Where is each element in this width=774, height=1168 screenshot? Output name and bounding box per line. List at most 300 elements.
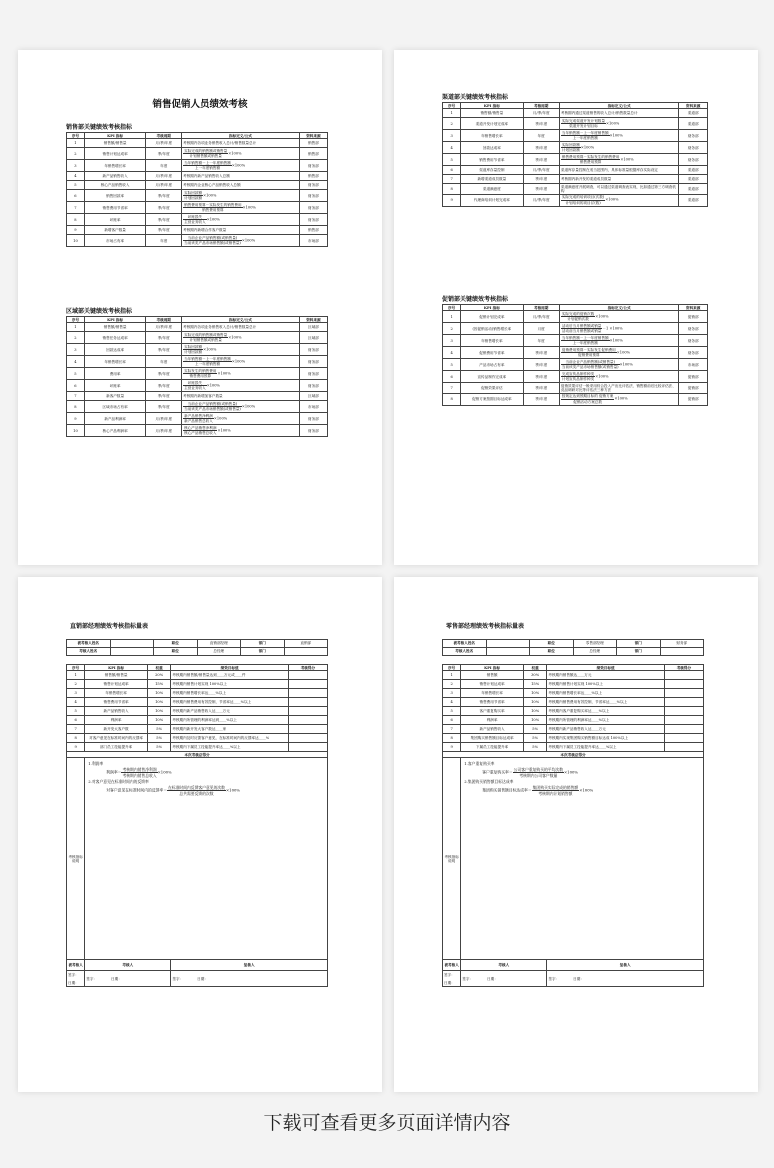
row-number: 7 <box>67 202 85 214</box>
kpi-name: 费用率 <box>84 368 145 380</box>
section-title: 区域部关键绩效考核指标 <box>66 308 133 315</box>
score-cell <box>288 725 327 734</box>
column-header: 考核周期 <box>523 103 559 109</box>
table-row <box>443 166 708 175</box>
row-number: 4 <box>443 142 461 154</box>
target-value: 考核期内销售费用有效控制，节省率达____%以上 <box>171 698 288 707</box>
data-source: 销售部 <box>299 139 327 148</box>
kpi-name: 新开发大客户数 <box>85 725 148 734</box>
kpi-definition <box>182 148 300 160</box>
score-cell <box>288 707 327 716</box>
row-number: 9 <box>67 743 85 752</box>
table-row <box>67 323 328 332</box>
score-cell <box>664 707 703 716</box>
signature-label: 签字： <box>68 972 79 977</box>
formula-denominator: 计划培训的项目(次数) <box>565 200 601 205</box>
formula-denominator: 核心产品销售总收入 <box>184 431 217 436</box>
review-period: 季/年度 <box>523 118 559 130</box>
field-label: 部门 <box>617 648 661 656</box>
column-header: 考核周期 <box>523 305 559 311</box>
formula-suffix: ×100% <box>228 151 242 156</box>
field-label: 部门 <box>241 640 285 648</box>
review-period: 季/年度 <box>146 202 182 214</box>
signature-cell <box>547 971 704 987</box>
signature-cell <box>443 971 461 987</box>
formula-suffix: ×100% <box>217 428 231 433</box>
formula-suffix: ×100% <box>595 374 609 379</box>
explain-label: 考核指标说明 <box>443 758 461 960</box>
data-source: 财务部 <box>299 181 327 190</box>
row-number: 7 <box>443 175 461 184</box>
data-source: 财务部 <box>299 413 327 425</box>
column-header: KPI 指标 <box>461 665 524 671</box>
data-source: 促销部 <box>679 371 708 383</box>
column-header: 绩效目标值 <box>171 665 288 671</box>
review-period: 月/季/年度 <box>523 166 559 175</box>
kpi-definition: 考核期内企业核心产品销售收入总额 <box>182 181 300 190</box>
score-cell <box>288 671 327 680</box>
row-number: 1 <box>67 671 85 680</box>
data-source: 促销部 <box>679 311 708 323</box>
row-number: 9 <box>67 413 85 425</box>
target-value: 考核期内客户重复购买率达____%以上 <box>547 707 664 716</box>
kpi-name: 坏账率 <box>84 214 145 226</box>
kpi-name: 新增客户数量 <box>84 226 145 235</box>
review-period: 季/年度 <box>146 148 182 160</box>
review-period: 季/年度 <box>146 401 182 413</box>
row-number: 3 <box>443 130 461 142</box>
table-row <box>443 743 704 752</box>
review-period: 月/季/年度 <box>146 139 182 148</box>
table-row <box>67 413 328 425</box>
field-label: 考核人姓名 <box>443 648 487 656</box>
table-row <box>443 118 708 130</box>
row-number: 8 <box>443 734 461 743</box>
score-cell <box>664 743 703 752</box>
formula-suffix: ×100% <box>231 163 246 168</box>
column-header: 权重 <box>147 665 170 671</box>
formula-numerator: 实际完成的促销次数 <box>561 312 595 316</box>
weight: 10% <box>147 716 170 725</box>
formula-fraction <box>561 324 603 333</box>
kpi-definition <box>182 344 300 356</box>
date-label: 日期： <box>68 981 79 985</box>
row-number: 5 <box>443 154 461 166</box>
target-value: 考核期内销售额达____万元 <box>547 671 664 680</box>
row-number: 4 <box>67 356 85 368</box>
formula-denominator: 计划回款额 <box>184 196 203 201</box>
formula-fraction <box>183 161 232 170</box>
scale-title: 零售部经理绩效考核指标量表 <box>446 623 525 630</box>
row-number: 7 <box>443 725 461 734</box>
row-number: 5 <box>67 181 85 190</box>
table-row <box>67 725 328 734</box>
formula-denominator: 上一年度销售额 <box>572 136 598 141</box>
review-period: 年度 <box>523 130 559 142</box>
table-row <box>67 671 328 680</box>
field-label: 部门 <box>617 640 661 648</box>
formula-denominator: 考核期内计划销售额 <box>538 791 573 797</box>
kpi-name: 区域市场占有率 <box>84 401 145 413</box>
row-number: 4 <box>443 698 461 707</box>
kpi-name: 回款达成率 <box>461 142 523 154</box>
document-page-1 <box>18 50 382 565</box>
formula-title: 2.对客户意见在标准时间内的反馈率 <box>88 779 149 785</box>
row-number: 5 <box>67 707 85 716</box>
field-value <box>660 648 704 656</box>
weight: 10% <box>147 698 170 707</box>
data-source: 财务部 <box>679 130 708 142</box>
formula-fraction <box>183 402 242 411</box>
data-source: 促销部 <box>679 393 708 405</box>
table-row <box>443 734 704 743</box>
data-source: 区域部 <box>299 392 327 401</box>
kpi-name: 销售计划达成率 <box>85 680 148 689</box>
table-row <box>443 689 704 698</box>
score-cell <box>288 680 327 689</box>
row-number: 6 <box>443 166 461 175</box>
review-period: 年度 <box>146 235 182 247</box>
weight: 5% <box>147 725 170 734</box>
table-row <box>443 154 708 166</box>
target-value: 考核期内下属员工技能提升率达____%以上 <box>171 743 288 752</box>
kpi-name: 促销计划完成率 <box>461 311 523 323</box>
field-value: 直销部 <box>284 640 328 648</box>
data-source: 销售部 <box>299 172 327 181</box>
signature-cell <box>461 971 547 987</box>
row-number: 5 <box>443 707 461 716</box>
formula-numerator: 坏账损失 <box>183 381 207 386</box>
kpi-name: 客户重复购买率 <box>461 707 524 716</box>
signer-role: 复核人 <box>547 960 704 971</box>
table-row <box>443 184 708 194</box>
formula-numerator: 实际回款额 <box>184 345 203 349</box>
formula-denominator: 主营业务收入 <box>184 220 206 225</box>
table-row <box>443 707 704 716</box>
kpi-definition <box>559 335 679 347</box>
table-row <box>443 142 708 154</box>
review-period: 季/年度 <box>146 368 182 380</box>
target-value: 考核期内下属员工技能提升率达____%以上 <box>547 743 664 752</box>
formula-line <box>464 785 700 796</box>
table-row <box>67 344 328 356</box>
info-table <box>66 639 328 656</box>
kpi-name: 销售费用节省率 <box>461 154 523 166</box>
kpi-definition: 考核期内各项业务销售收入总计/销售数量总计 <box>182 323 300 332</box>
formula-fraction <box>532 785 580 796</box>
kpi-name: 新产品销售收入 <box>84 172 145 181</box>
formula-denominator: 促销费用预算 <box>578 353 600 358</box>
formula-line <box>88 767 324 778</box>
field-value <box>486 648 530 656</box>
data-source: 财务部 <box>299 202 327 214</box>
score-cell <box>288 689 327 698</box>
kpi-definition <box>182 368 300 380</box>
formula-fraction <box>183 149 228 158</box>
explain-formulas <box>85 758 328 960</box>
table-row <box>67 716 328 725</box>
signature-cell <box>85 971 171 987</box>
signature-label: 签字： <box>548 976 560 981</box>
formula-suffix: ×100% <box>616 350 631 355</box>
review-period: 月/季/年度 <box>146 181 182 190</box>
formula-fraction <box>121 767 157 778</box>
formula-suffix: ×100% <box>609 338 623 343</box>
row-number: 7 <box>443 383 461 393</box>
formula-fraction <box>167 785 226 796</box>
formula-suffix: ×100% <box>217 371 231 376</box>
data-source: 区域部 <box>299 323 327 332</box>
kpi-definition <box>182 190 300 202</box>
formula-numerator: 当前企业产品销售额(或销售量) <box>183 236 242 241</box>
data-source: 渠道部 <box>679 175 708 184</box>
table-row <box>67 698 328 707</box>
field-label: 考核人姓名 <box>67 648 111 656</box>
kpi-name: 销售额/销售量 <box>85 671 148 680</box>
signature-label: 签字： <box>172 976 184 981</box>
row-number: 3 <box>67 344 85 356</box>
row-number: 2 <box>443 680 461 689</box>
column-header: 权重 <box>523 665 546 671</box>
formula-suffix: ×100% <box>242 205 256 210</box>
total-score-label: 本次考核总得分 <box>443 752 704 758</box>
score-cell <box>288 743 327 752</box>
kpi-definition: 渠道库存量控制在适当范围内，具体标准量根据库存实际设定 <box>559 166 679 175</box>
formula-suffix: ×100% <box>203 193 217 198</box>
formula-denominator: 计划销售额或销售量 <box>189 154 222 159</box>
formula-denominator: 计划销售额或销售量 <box>189 338 222 343</box>
data-source: 财务部 <box>679 335 708 347</box>
review-period: 月度 <box>523 323 559 335</box>
kpi-name: 回款达成率 <box>84 344 145 356</box>
data-source: 渠道部 <box>679 166 708 175</box>
formula-denominator: 销售费用预算 <box>189 374 212 379</box>
formula-lhs: 集团购买销售额目标达成率＝ <box>482 787 532 793</box>
kpi-name: 销售额/销售量 <box>461 109 523 118</box>
kpi-definition: 考核期内各项业务销售收入总计/销售数量总计 <box>182 139 300 148</box>
kpi-name: 销售费用节省率 <box>85 698 148 707</box>
formula-denominator: 主营业务收入 <box>184 386 206 391</box>
data-source: 财务部 <box>679 154 708 166</box>
row-number: 2 <box>443 323 461 335</box>
data-source: 财务部 <box>679 347 708 359</box>
kpi-name: 促销方案按期目标达成率 <box>461 393 523 405</box>
formula-fraction <box>561 360 620 369</box>
kpi-name: 利润率 <box>85 716 148 725</box>
review-period: 年度 <box>146 356 182 368</box>
table-row <box>67 160 328 172</box>
target-value: 考核期内销售额/销售量达到____万元或____件 <box>171 671 288 680</box>
formula-denominator: 当前该类产品市场销售额(或销售量) <box>184 407 241 412</box>
column-header: KPI 指标 <box>84 133 145 139</box>
row-number: 3 <box>67 689 85 698</box>
review-period: 季/年度 <box>146 344 182 356</box>
field-label: 职位 <box>154 648 198 656</box>
kpi-definition: 渠道满意度开展调查，可以通过渠道调查表实现，比如通过第三方调查机构 <box>559 184 679 194</box>
formula-fraction <box>561 372 595 381</box>
table-row <box>443 347 708 359</box>
weight: 30% <box>523 671 546 680</box>
data-source: 渠道部 <box>679 109 708 118</box>
kpi-name: 渠道库存量控制 <box>461 166 523 175</box>
review-period: 月/季/年度 <box>523 194 559 206</box>
download-hint[interactable]: 下载可查看更多页面详情内容 <box>263 1112 511 1134</box>
formula-suffix: ×100% <box>595 314 609 319</box>
section-title: 渠道部关键绩效考核指标 <box>442 94 509 101</box>
field-value <box>486 640 530 648</box>
formula-suffix: ×100% <box>620 157 634 162</box>
table-row <box>443 698 704 707</box>
kpi-name: 销售费用节省率 <box>461 698 524 707</box>
formula-fraction <box>183 333 228 342</box>
date-label: 日期： <box>573 976 584 981</box>
kpi-definition: 考核期内新产品销售收入总额 <box>182 172 300 181</box>
column-header: KPI 指标 <box>461 103 523 109</box>
formula-denominator: 上一年度销售额 <box>572 341 598 346</box>
kpi-definition <box>182 202 300 214</box>
data-source: 市场部 <box>299 401 327 413</box>
table-row <box>67 226 328 235</box>
kpi-definition <box>559 393 679 405</box>
kpi-definition <box>559 154 679 166</box>
formula-suffix: ×100% <box>564 769 579 775</box>
document-page-2 <box>394 50 758 565</box>
score-cell <box>288 734 327 743</box>
formula-suffix: ×100% <box>614 397 628 402</box>
field-label: 职位 <box>530 640 574 648</box>
kpi-name: 年销售增长率 <box>461 689 524 698</box>
column-header: 序号 <box>443 103 461 109</box>
kpi-name: 下属员工技能提升率 <box>461 743 524 752</box>
table-row <box>67 172 328 181</box>
review-period: 季/年度 <box>523 393 559 405</box>
target-value: 考核期内所管理的利润率达到____%以上 <box>171 716 288 725</box>
table-row <box>67 214 328 226</box>
column-header: 资料来源 <box>299 133 327 139</box>
field-label: 被考核人姓名 <box>443 640 487 648</box>
table-row <box>67 139 328 148</box>
formula-numerator: 当年销售额－上一年度销售额 <box>561 131 609 135</box>
review-period: 季/年度 <box>523 383 559 393</box>
review-period: 季/年度 <box>146 380 182 392</box>
row-number: 8 <box>67 734 85 743</box>
table-row <box>443 680 704 689</box>
formula-fraction <box>561 119 606 128</box>
column-header: KPI 指标 <box>85 665 148 671</box>
data-source: 销售部 <box>299 148 327 160</box>
signer-role: 复核人 <box>171 960 328 971</box>
formula-fraction <box>183 381 207 390</box>
weight: 15% <box>523 680 546 689</box>
formula-numerator: 公司客户重复购买的平均次数 <box>513 767 563 773</box>
data-source: 财务部 <box>299 380 327 392</box>
weight: 10% <box>523 698 546 707</box>
kpi-definition <box>559 194 679 206</box>
data-source: 渠道部 <box>679 118 708 130</box>
kpi-name: 销售计划达成率 <box>461 680 524 689</box>
row-number: 7 <box>67 392 85 401</box>
score-cell <box>664 725 703 734</box>
kpi-name: 年销售增长率 <box>85 689 148 698</box>
target-value: 考核期内新产品销售收入达____万元 <box>547 725 664 734</box>
row-number: 4 <box>67 698 85 707</box>
column-header: 序号 <box>67 665 85 671</box>
row-number: 6 <box>67 190 85 202</box>
review-period: 季/年度 <box>523 347 559 359</box>
review-period: 季/年度 <box>523 359 559 371</box>
formula-numerator: 实际完成渠道开发计划数量 <box>561 119 605 123</box>
kpi-name: 对客户意见在标准时间内的反馈率 <box>85 734 148 743</box>
review-period: 月/季/年度 <box>523 311 559 323</box>
kpi-definition <box>182 413 300 425</box>
table-row <box>67 368 328 380</box>
column-header: 考核得分 <box>664 665 703 671</box>
formula-numerator: 核心产品销售净利润 <box>184 426 217 430</box>
field-value <box>284 648 328 656</box>
data-source: 促销部 <box>679 383 708 393</box>
formula-denominator: 上一年度销售额 <box>194 362 221 367</box>
formula-fraction <box>561 131 610 140</box>
kpi-name: 年销售增长率 <box>461 335 523 347</box>
kpi-name: 年销售增长率 <box>84 356 145 368</box>
formula-numerator: 当前企业产品销售额(或销售量) <box>561 360 620 365</box>
target-value: 考核期内销售计划实现 100%以上 <box>171 680 288 689</box>
data-source: 财务部 <box>299 190 327 202</box>
table-row <box>67 392 328 401</box>
column-header: KPI 指标 <box>461 305 523 311</box>
column-header: 资料来源 <box>679 305 708 311</box>
field-value: 财务部 <box>660 640 704 648</box>
table-row <box>67 181 328 190</box>
table-row <box>67 680 328 689</box>
column-header: 资料来源 <box>679 103 708 109</box>
table-row <box>443 393 708 405</box>
formula-fraction <box>561 155 621 164</box>
formula-denominator: 当前该类产品市场销售额(或销售量) <box>184 241 241 246</box>
table-row <box>443 194 708 206</box>
kpi-name: 产品市场占有率 <box>461 359 523 371</box>
kpi-name: 新客户数量 <box>84 392 145 401</box>
target-value: 考核期内销售增长率达____%以上 <box>547 689 664 698</box>
data-source: 区域部 <box>299 332 327 344</box>
review-period: 季/年度 <box>146 214 182 226</box>
target-value: 考核期内新产品销售收入达____万元 <box>171 707 288 716</box>
field-value: 零售部经理 <box>573 640 617 648</box>
formula-lhs: 客户重复购买率＝ <box>482 769 513 775</box>
signature-label: 签字： <box>86 976 98 981</box>
formula-denominator: 计划回款额 <box>184 350 203 355</box>
weight: 10% <box>523 689 546 698</box>
kpi-name: 促销效果评估 <box>461 383 523 393</box>
formula-numerator: 实际回款额 <box>184 191 203 195</box>
table-row <box>443 335 708 347</box>
section-title: 促销部关键绩效考核指标 <box>442 296 509 303</box>
formula-suffix: ×100% <box>228 335 242 340</box>
column-header: 序号 <box>443 665 461 671</box>
formula-suffix: ×100% <box>241 404 256 409</box>
column-header: 考核得分 <box>288 665 327 671</box>
row-number: 3 <box>443 689 461 698</box>
row-number: 2 <box>67 148 85 160</box>
data-source: 渠道部 <box>679 184 708 194</box>
formula-suffix: ×100% <box>213 416 228 421</box>
review-period: 月/季/年度 <box>146 413 182 425</box>
kpi-name: 市场占有率 <box>84 235 145 247</box>
document-page-4 <box>394 577 758 1092</box>
formula-numerator: 新产品销售净利润 <box>184 414 213 418</box>
formula-lhs: 利润率＝ <box>106 769 122 775</box>
kpi-definition <box>182 380 300 392</box>
